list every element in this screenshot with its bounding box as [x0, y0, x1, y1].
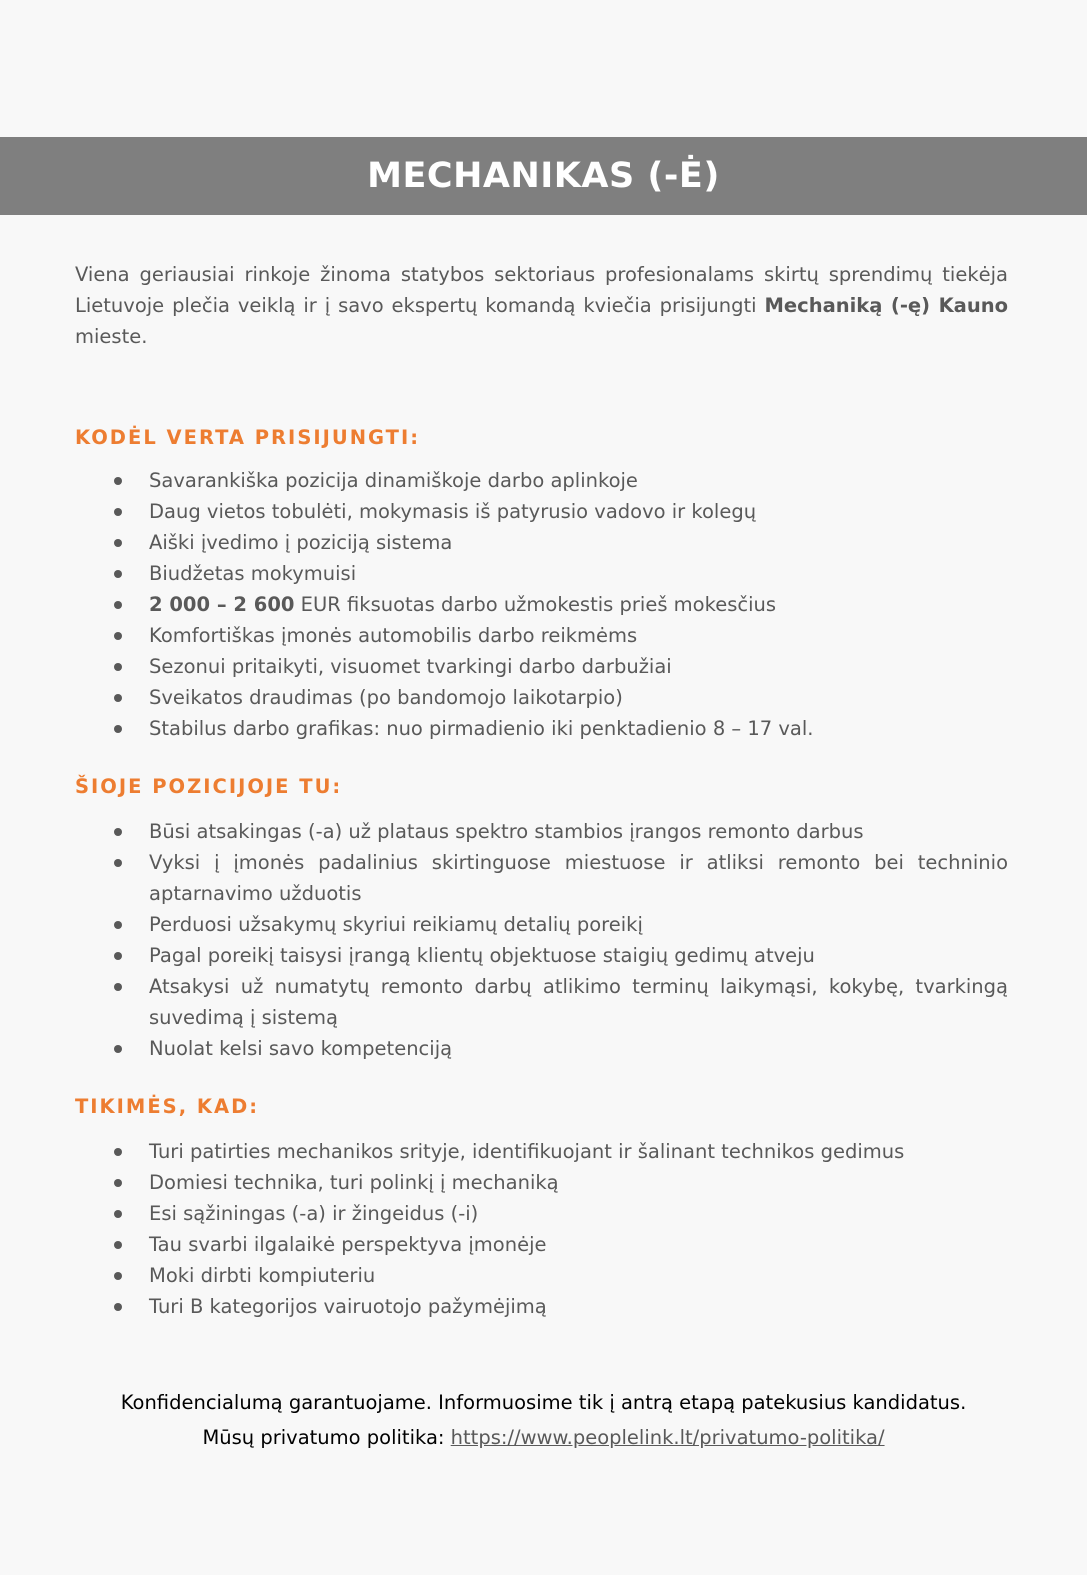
title-bar — [0, 137, 1087, 215]
list-item-text: Turi B kategorijos vairuotojo pažymėjimą — [149, 1295, 547, 1318]
list-item — [75, 651, 1008, 682]
list-item — [75, 1260, 1008, 1291]
bullet-icon — [114, 601, 122, 609]
bullet-icon — [114, 983, 122, 991]
section-heading-role: ŠIOJE POZICIJOJE TU: — [75, 775, 343, 798]
footer — [0, 1385, 1087, 1455]
list-item — [75, 847, 1008, 909]
list-item — [75, 682, 1008, 713]
list-item — [75, 1033, 1008, 1064]
bullet-icon — [114, 1272, 122, 1280]
intro-paragraph — [75, 259, 1008, 352]
bullet-icon — [114, 632, 122, 640]
privacy-policy-link[interactable]: https://www.peoplelink.lt/privatumo-politika/ — [450, 1426, 885, 1449]
section-heading-why: KODĖL VERTA PRISIJUNGTI: — [75, 426, 421, 449]
page-title: MECHANIKAS (-Ė) — [367, 156, 720, 196]
list-item-bold: 2 000 – 2 600 — [149, 593, 295, 616]
section-heading-expect: TIKIMĖS, KAD: — [75, 1095, 260, 1118]
list-item-text: Komfortiškas įmonės automobilis darbo reikmėms — [149, 624, 638, 647]
list-item — [75, 971, 1008, 1033]
list-item-text: EUR fiksuotas darbo užmokestis prieš mokesčius — [294, 593, 777, 616]
bullet-icon — [114, 921, 122, 929]
confidentiality-note: Konfidencialumą garantuojame. Informuosime tik į antrą etapą patekusius kandidatus. — [120, 1391, 967, 1414]
bullet-icon — [114, 828, 122, 836]
intro-text-end: mieste. — [75, 325, 148, 348]
requirements-list — [75, 1136, 1008, 1322]
list-item-text: Pagal poreikį taisysi įrangą klientų objektuose staigių gedimų atveju — [149, 944, 815, 967]
list-item — [75, 1167, 1008, 1198]
list-item-text: Vyksi į įmonės padalinius skirtinguose miestuose ir atliksi remonto bei techninio aptarnavimo užduotis — [149, 851, 1008, 905]
list-item-text: Aiški įvedimo į poziciją sistema — [149, 531, 453, 554]
list-item — [75, 713, 1008, 744]
list-item-text: Tau svarbi ilgalaikė perspektyva įmonėje — [149, 1233, 547, 1256]
bullet-icon — [114, 1179, 122, 1187]
list-item-text: Atsakysi už numatytų remonto darbų atlikimo terminų laikymąsi, kokybę, tvarkingą suvedimą į sistemą — [149, 975, 1008, 1029]
list-item-text: Biudžetas mokymuisi — [149, 562, 357, 585]
list-item-text: Perduosi užsakymų skyriui reikiamų detalių poreikį — [149, 913, 643, 936]
intro-text: Viena geriausiai rinkoje žinoma statybos sektoriaus profesionalams skirtų sprendimų tiekėja Lietuvoje plečia veiklą ir į savo ekspertų komandą kviečia prisijungti — [75, 263, 1008, 317]
bullet-icon — [114, 570, 122, 578]
list-item — [75, 909, 1008, 940]
list-item-text: Sveikatos draudimas (po bandomojo laikotarpio) — [149, 686, 623, 709]
intro-bold-text: Mechaniką (-ę) Kauno — [764, 294, 1008, 317]
privacy-line — [0, 1420, 1087, 1455]
list-item — [75, 558, 1008, 589]
list-item-text: Turi patirties mechanikos srityje, identifikuojant ir šalinant technikos gedimus — [149, 1140, 905, 1163]
bullet-icon — [114, 1303, 122, 1311]
list-item — [75, 1198, 1008, 1229]
list-item-text: Būsi atsakingas (-a) už plataus spektro stambios įrangos remonto darbus — [149, 820, 864, 843]
bullet-icon — [114, 1045, 122, 1053]
list-item — [75, 940, 1008, 971]
bullet-icon — [114, 1210, 122, 1218]
list-item — [75, 527, 1008, 558]
list-item-text: Savarankiška pozicija dinamiškoje darbo aplinkoje — [149, 469, 638, 492]
bullet-icon — [114, 952, 122, 960]
list-item-text: Stabilus darbo grafikas: nuo pirmadienio iki penktadienio 8 – 17 val. — [149, 717, 814, 740]
bullet-icon — [114, 1241, 122, 1249]
list-item-text: Daug vietos tobulėti, mokymasis iš patyrusio vadovo ir kolegų — [149, 500, 757, 523]
bullet-icon — [114, 663, 122, 671]
list-item-text: Nuolat kelsi savo kompetenciją — [149, 1037, 453, 1060]
list-item — [75, 1136, 1008, 1167]
bullet-icon — [114, 539, 122, 547]
list-item — [75, 816, 1008, 847]
privacy-label: Mūsų privatumo politika: — [202, 1426, 451, 1449]
list-item-text: Domiesi technika, turi polinkį į mechaniką — [149, 1171, 559, 1194]
list-item — [75, 620, 1008, 651]
responsibilities-list — [75, 816, 1008, 1064]
list-item — [75, 465, 1008, 496]
bullet-icon — [114, 725, 122, 733]
bullet-icon — [114, 508, 122, 516]
main-content — [75, 259, 1008, 1322]
bullet-icon — [114, 694, 122, 702]
bullet-icon — [114, 859, 122, 867]
list-item — [75, 1229, 1008, 1260]
list-item-text: Moki dirbti kompiuteriu — [149, 1264, 376, 1287]
list-item — [75, 496, 1008, 527]
benefits-list — [75, 465, 1008, 744]
list-item-text: Sezonui pritaikyti, visuomet tvarkingi darbo darbužiai — [149, 655, 672, 678]
list-item — [75, 589, 1008, 620]
bullet-icon — [114, 477, 122, 485]
bullet-icon — [114, 1148, 122, 1156]
list-item-text: Esi sąžiningas (-a) ir žingeidus (-i) — [149, 1202, 479, 1225]
list-item — [75, 1291, 1008, 1322]
